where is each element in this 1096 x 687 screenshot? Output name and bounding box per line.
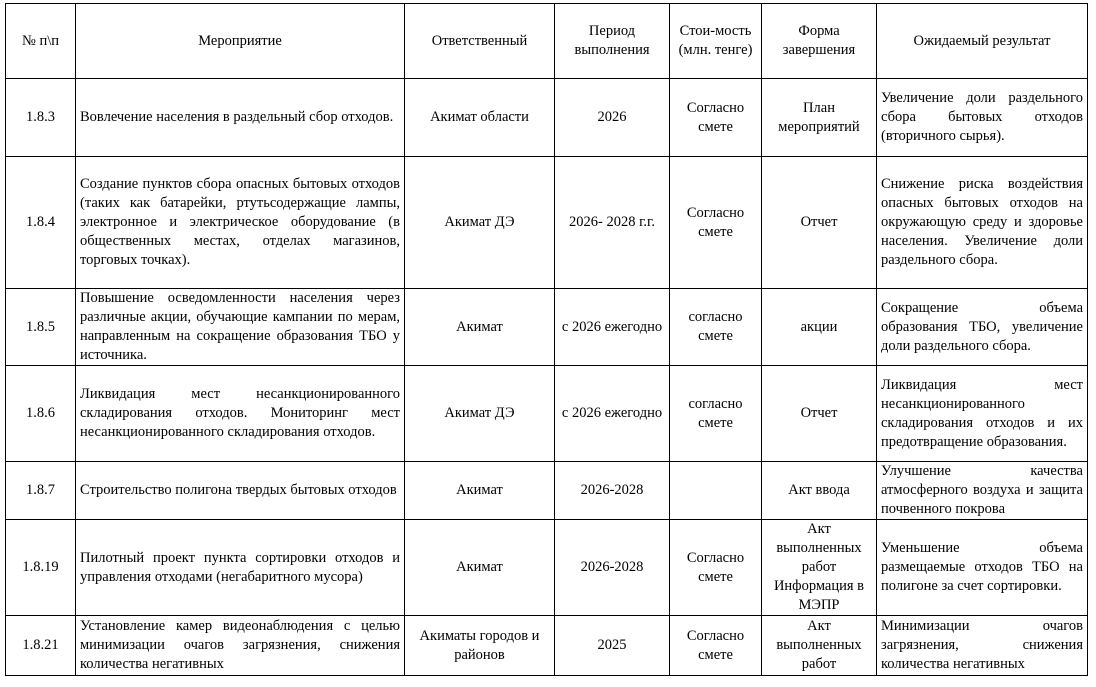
cell-form: акции (762, 289, 877, 366)
cell-result: Снижение риска воздействия опасных бытовых отходов на окружающую среду и здоровье населения. Увеличение доли раздельного сбора. (877, 157, 1088, 289)
cell-event: Создание пунктов сбора опасных бытовых отходов (таких как батарейки, ртутьсодержащие лампы, электронное и электрическое оборудование (в общественных местах, отделах магазинов, торговых точках). (76, 157, 405, 289)
cell-form: Акт выполненных работ Информация в МЭПР (762, 520, 877, 616)
cell-event: Вовлечение населения в раздельный сбор отходов. (76, 79, 405, 157)
header-row (6, 4, 1088, 79)
cell-cost: Согласно смете (670, 520, 762, 616)
header-form: Форма завершения (762, 4, 877, 79)
cell-period: 2026- 2028 г.г. (555, 157, 670, 289)
cell-period: 2026 (555, 79, 670, 157)
cell-num: 1.8.7 (6, 462, 76, 520)
cell-num: 1.8.4 (6, 157, 76, 289)
cell-num: 1.8.3 (6, 79, 76, 157)
cell-num: 1.8.19 (6, 520, 76, 616)
table-row (6, 520, 1088, 616)
cell-event: Строительство полигона твердых бытовых отходов (76, 462, 405, 520)
cell-result: Сокращение объема образования ТБО, увеличение доли раздельного сбора. (877, 289, 1088, 366)
header-responsible: Ответственный (405, 4, 555, 79)
cell-cost: Согласно смете (670, 616, 762, 676)
cell-period: с 2026 ежегодно (555, 289, 670, 366)
table-row (6, 157, 1088, 289)
cell-responsible: Акиматы городов и районов (405, 616, 555, 676)
cell-num: 1.8.5 (6, 289, 76, 366)
cell-num: 1.8.6 (6, 366, 76, 462)
cell-form: План мероприятий (762, 79, 877, 157)
action-plan-table (5, 3, 1088, 676)
table-row (6, 79, 1088, 157)
table-row (6, 289, 1088, 366)
cell-responsible: Акимат области (405, 79, 555, 157)
header-cost: Стои-мость (млн. тенге) (670, 4, 762, 79)
cell-form: Отчет (762, 366, 877, 462)
cell-responsible: Акимат (405, 520, 555, 616)
cell-event: Ликвидация мест несанкционированного складирования отходов. Мониторинг мест несанкционированного складирования отходов. (76, 366, 405, 462)
cell-period: 2026-2028 (555, 462, 670, 520)
cell-result: Ликвидация мест несанкционированного складирования отходов и их предотвращение образования. (877, 366, 1088, 462)
cell-cost: согласно смете (670, 289, 762, 366)
cell-cost: согласно смете (670, 366, 762, 462)
cell-event: Установление камер видеонаблюдения с целью минимизации очагов загрязнения, снижения количества негативных (76, 616, 405, 676)
cell-cost: Согласно смете (670, 79, 762, 157)
cell-responsible: Акимат ДЭ (405, 157, 555, 289)
header-event: Мероприятие (76, 4, 405, 79)
cell-result: Минимизации очагов загрязнения, снижения количества негативных (877, 616, 1088, 676)
cell-form: Акт ввода (762, 462, 877, 520)
table-row (6, 366, 1088, 462)
header-result: Ожидаемый результат (877, 4, 1088, 79)
cell-result: Увеличение доли раздельного сбора бытовых отходов (вторичного сырья). (877, 79, 1088, 157)
cell-cost (670, 462, 762, 520)
cell-period: с 2026 ежегодно (555, 366, 670, 462)
cell-responsible: Акимат (405, 289, 555, 366)
cell-form: Отчет (762, 157, 877, 289)
cell-event: Повышение осведомленности населения через различные акции, обучающие кампании по мерам, направленным на сокращение образования ТБО у источника. (76, 289, 405, 366)
cell-result: Улучшение качества атмосферного воздуха и защита почвенного покрова (877, 462, 1088, 520)
cell-period: 2026-2028 (555, 520, 670, 616)
cell-num: 1.8.21 (6, 616, 76, 676)
table-row (6, 616, 1088, 676)
cell-form: Акт выполненных работ (762, 616, 877, 676)
cell-result: Уменьшение объема размещаемые отходов ТБО на полигоне за счет сортировки. (877, 520, 1088, 616)
cell-event: Пилотный проект пункта сортировки отходов и управления отходами (негабаритного мусора) (76, 520, 405, 616)
cell-responsible: Акимат (405, 462, 555, 520)
cell-period: 2025 (555, 616, 670, 676)
header-num: № п\п (6, 4, 76, 79)
cell-responsible: Акимат ДЭ (405, 366, 555, 462)
cell-cost: Согласно смете (670, 157, 762, 289)
header-period: Период выполнения (555, 4, 670, 79)
table-row (6, 462, 1088, 520)
